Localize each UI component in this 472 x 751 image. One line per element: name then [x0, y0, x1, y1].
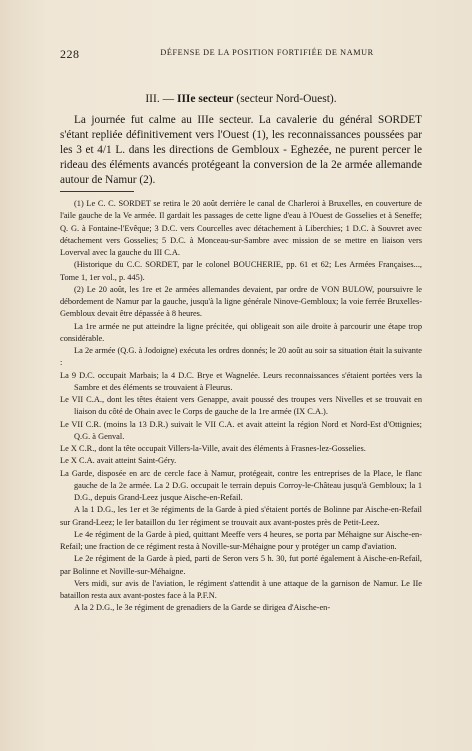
section-heading	[60, 93, 422, 105]
footnote-list-item: Le VII C.R. (moins la 13 D.R.) suivait le VII C.A. et avait atteint la région Nord et Nord-Est d'Ottignies; Q.G. à Genval.	[60, 419, 422, 441]
footnote-paragraph: La 1re armée ne put atteindre la ligne précitée, qui obligeait son aile droite à parcourir une étape trop considérable.	[60, 321, 422, 343]
footnote-paragraph: (2) Le 20 août, les 1re et 2e armées allemandes devaient, par ordre de VON BULOW, poursuivre le débordement de Namur par la gauche, jusqu'à la ligne générale Ninove-Gembloux; la voie ferrée Bruxelles-Gembloux devait être dépassée à 8 heures.	[60, 284, 422, 319]
footnote-paragraph: Le 2e régiment de la Garde à pied, parti de Seron vers 5 h. 30, fut porté également à Aische-en-Refail, par Bolinne et Noville-sur-Méhaigne.	[60, 554, 422, 576]
footnote-paragraph: Le 4e régiment de la Garde à pied, quittant Meeffe vers 4 heures, se porta par Méhaigne sur Aische-en-Refail; une fraction de ce régiment resta à Noville-sur-Méhaigne pour y protéger un camp d'aviation.	[60, 529, 422, 551]
footnote-paragraph: (Historique du C.C. SORDET, par le colonel BOUCHERIE, pp. 61 et 62; Les Armées Françaises..., Tome 1, 1er vol., p. 445).	[60, 260, 422, 282]
section-subtitle: (secteur Nord-Ouest).	[236, 93, 337, 105]
footnote-list-item: La 9 D.C. occupait Marbais; la 4 D.C. Brye et Wagnelée. Leurs reconnaissances s'étaient portées vers la Sambre et des éléments se trouvaient à Fleurus.	[60, 370, 422, 392]
page-header	[60, 47, 422, 61]
intro-paragraph: La journée fut calme au IIIe secteur. La cavalerie du général SORDET s'étant repliée définitivement vers l'Ouest (1), les reconnaissances poussées par les 3 et 4/1 L. dans les directions de Gembloux - Eghezée, ne purent percer le rideau des éléments avancés protégeant la conversion de la 2e armée allemande autour de Namur (2).	[60, 114, 422, 186]
page-number: 228	[60, 47, 80, 61]
footnote-list-item: Le VII C.A., dont les têtes étaient vers Genappe, avait poussé des troupes vers Nivelles et se trouvait en liaison du côté de Ohain avec le Corps de gauche de la 1re armée (IX C.A.).	[60, 395, 422, 417]
footnote-list-item: Le X C.A. avait atteint Saint-Géry.	[60, 456, 177, 466]
footnote-paragraph: La 2e armée (Q.G. à Jodoigne) exécuta les ordres donnés; le 20 août au soir sa situation était la suivante :	[60, 346, 422, 368]
section-title: IIIe secteur	[176, 93, 234, 105]
footnote-rule	[60, 191, 134, 192]
footnote-list-item: Le X C.R., dont la tête occupait Villers-la-Ville, avait des éléments à Frasnes-lez-Gosselies.	[60, 444, 366, 453]
footnote-paragraph: A la 1 D.G., les 1er et 3e régiments de la Garde à pied s'étaient portés de Bolinne par Aische-en-Refail sur Grand-Leez; le Ier bataillon du 1er régiment se trouvait aux avant-postes près de Petit-Leez.	[60, 505, 422, 527]
body-text	[60, 113, 422, 188]
section-number: III. —	[145, 93, 175, 105]
footnote-list-item: La Garde, disposée en arc de cercle face à Namur, protégeait, contre les entreprises de la Place, le flanc gauche de la 2e armée. La 2 D.G. occupait le terrain depuis Corroy-le-Château jusqu'à Gembloux; la 1 D.G., depuis Grand-Leez jusque Aische-en-Refail.	[60, 468, 422, 502]
running-head: DÉFENSE DE LA POSITION FORTIFIÉE DE NAMUR	[160, 48, 374, 57]
footnote-paragraph: Vers midi, sur avis de l'aviation, le régiment s'attendit à une attaque de la garnison de Namur. Le IIe bataillon resta aux avant-postes face à la P.F.N.	[60, 578, 422, 600]
footnote-paragraph: (1) Le C. C. SORDET se retira le 20 août derrière le canal de Charleroi à Bruxelles, en couverture de l'aile gauche de la Ve armée. Il gardait les passages de cette ligne d'eau à l'Ouest de Gosselies et à Seneffe; Q. G. à Fontaine-l'Evêque; 3 D.C. vers Courcelles avec détachement à Liberchies; 1 D.C. à Souvret avec détachement vers Gosselies; 5 D.C. à Monceau-sur-Sambre avec mission de se mettre en liaison vers Loverval avec la gauche du III C.A.	[60, 199, 422, 257]
footnote-paragraph: A la 2 D.G., le 3e régiment de grenadiers de la Garde se dirigea d'Aische-en-	[74, 603, 331, 613]
footnotes	[60, 198, 422, 615]
